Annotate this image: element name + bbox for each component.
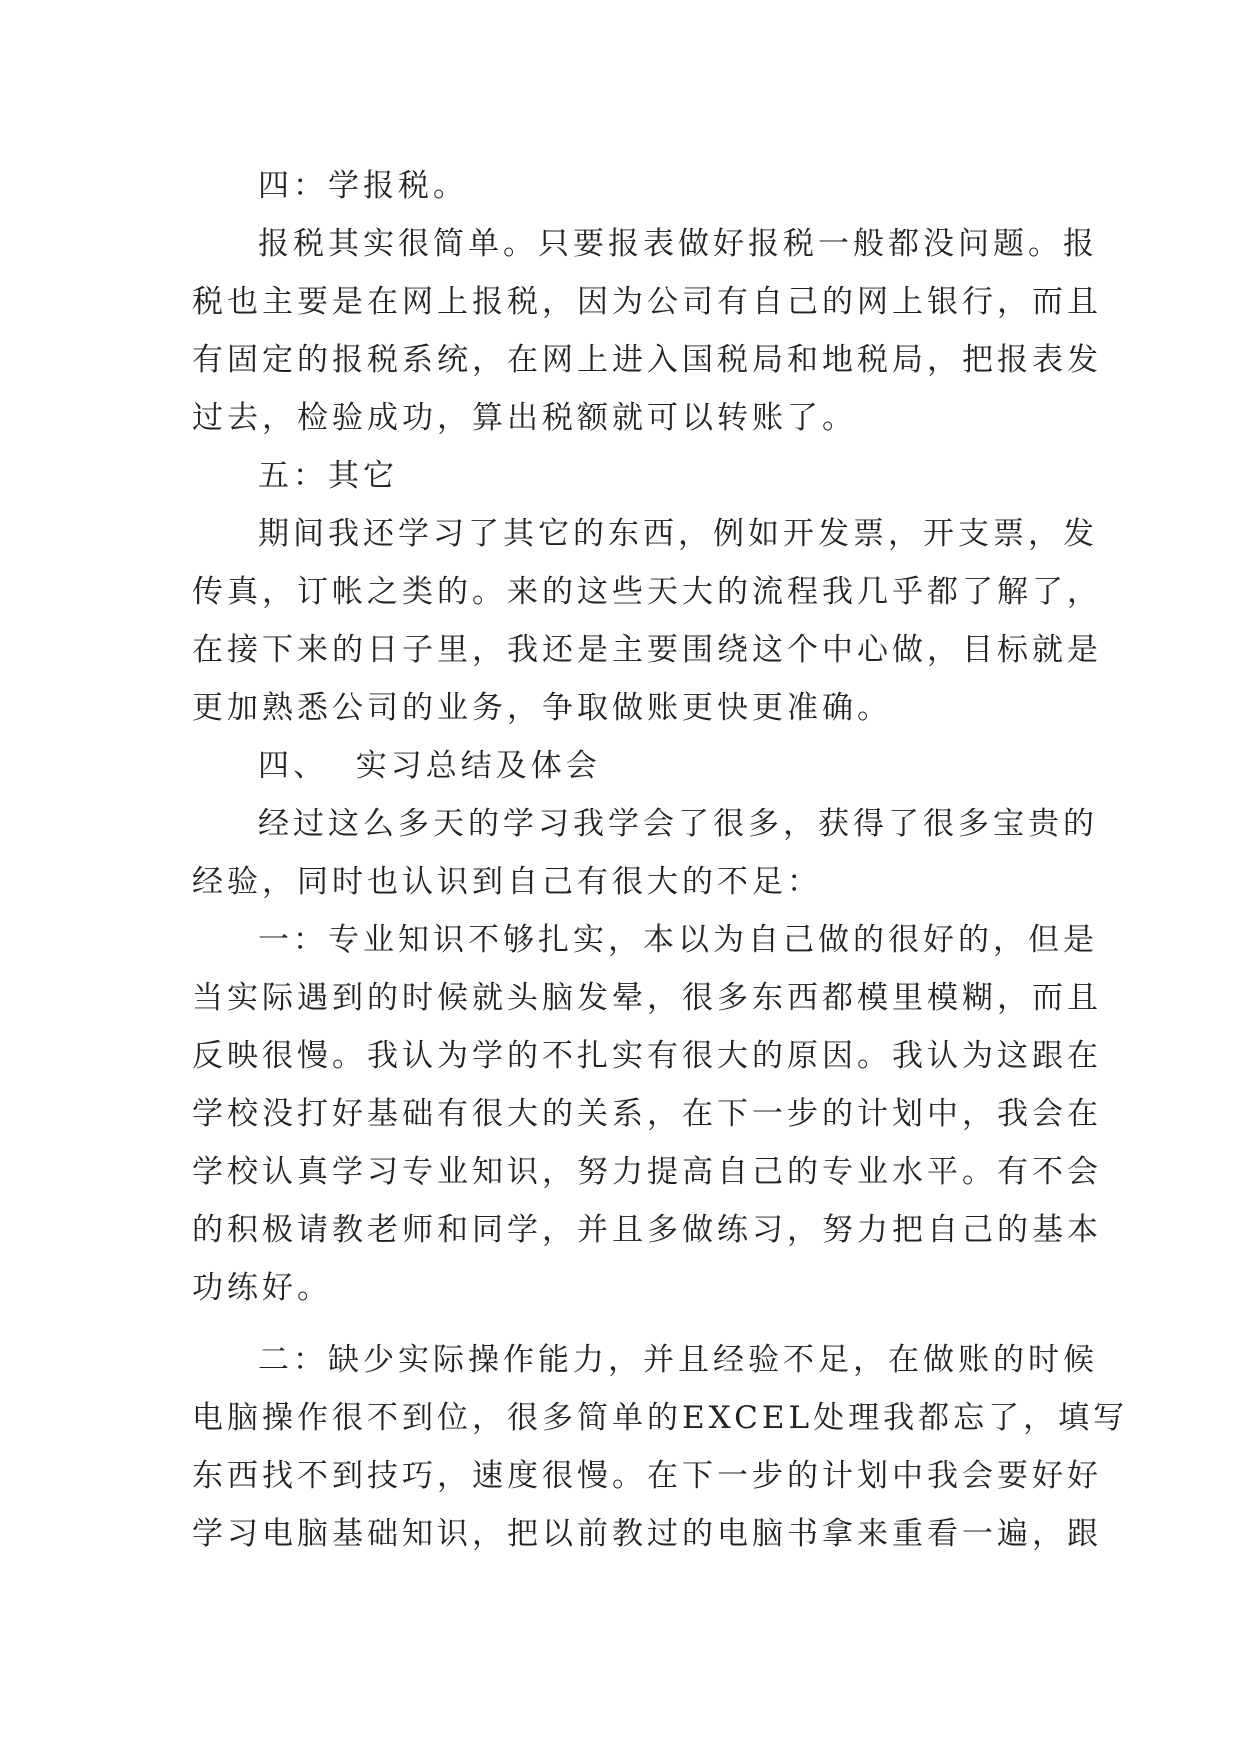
paragraph-line: 学校认真学习专业知识，努力提高自己的专业水平。有不会 (192, 1154, 1102, 1190)
paragraph-line: 电脑操作很不到位，很多简单的EXCEL处理我都忘了，填写 (192, 1400, 1129, 1436)
paragraph-line: 二：缺少实际操作能力，并且经验不足，在做账的时候 (258, 1342, 1098, 1378)
paragraph-line: 更加熟悉公司的业务，争取做账更快更准确。 (192, 690, 892, 726)
section-heading-summary: 四、 实习总结及体会 (258, 748, 601, 784)
paragraph-line: 经验，同时也认识到自己有很大的不足： (192, 864, 822, 900)
paragraph-line: 反映很慢。我认为学的不扎实有很大的原因。我认为这跟在 (192, 1038, 1102, 1074)
paragraph-line: 东西找不到技巧，速度很慢。在下一步的计划中我会要好好 (192, 1458, 1102, 1494)
paragraph-line: 当实际遇到的时候就头脑发晕，很多东西都模里模糊，而且 (192, 980, 1102, 1016)
paragraph-line: 一：专业知识不够扎实，本以为自己做的很好的，但是 (258, 922, 1098, 958)
paragraph-line: 期间我还学习了其它的东西，例如开发票，开支票，发 (258, 516, 1098, 552)
paragraph-line: 学习电脑基础知识，把以前教过的电脑书拿来重看一遍，跟 (192, 1516, 1102, 1552)
section-heading-tax-filing: 四：学报税。 (258, 168, 468, 204)
paragraph-gap (192, 1317, 1072, 1331)
paragraph-line: 的积极请教老师和同学，并且多做练习，努力把自己的基本 (192, 1212, 1102, 1248)
paragraph-line: 传真，订帐之类的。来的这些天大的流程我几乎都了解了， (192, 574, 1102, 610)
paragraph-line: 功练好。 (192, 1270, 332, 1306)
paragraph-line: 经过这么多天的学习我学会了很多，获得了很多宝贵的 (258, 806, 1098, 842)
paragraph-line: 过去，检验成功，算出税额就可以转账了。 (192, 400, 857, 436)
paragraph-line: 有固定的报税系统，在网上进入国税局和地税局，把报表发 (192, 342, 1102, 378)
paragraph-line: 报税其实很简单。只要报表做好报税一般都没问题。报 (258, 226, 1098, 262)
paragraph-line: 学校没打好基础有很大的关系，在下一步的计划中，我会在 (192, 1096, 1102, 1132)
document-body (192, 157, 1129, 1563)
paragraph-line: 税也主要是在网上报税，因为公司有自己的网上银行，而且 (192, 284, 1102, 320)
paragraph-line: 在接下来的日子里，我还是主要围绕这个中心做，目标就是 (192, 632, 1102, 668)
section-heading-other: 五：其它 (258, 458, 398, 494)
